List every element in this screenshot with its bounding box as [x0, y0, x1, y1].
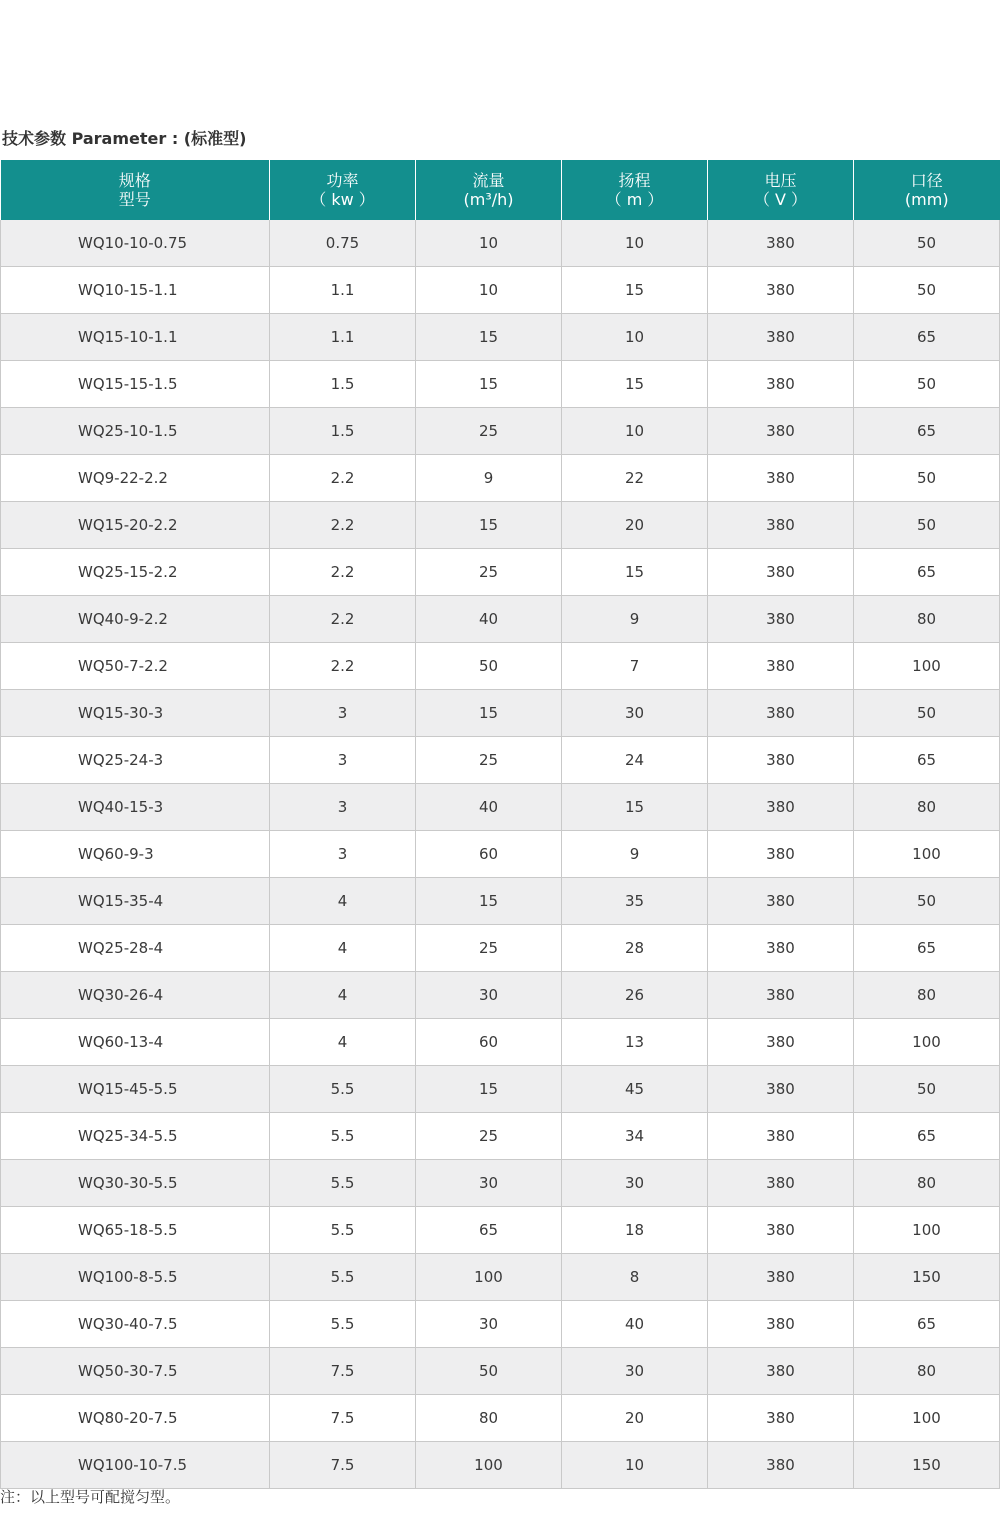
cell-flow: 60 — [416, 831, 562, 878]
cell-voltage: 380 — [708, 1301, 854, 1348]
cell-flow: 15 — [416, 690, 562, 737]
cell-voltage: 380 — [708, 690, 854, 737]
cell-model: WQ15-15-1.5 — [1, 361, 270, 408]
header-head-line2: （ m ） — [605, 190, 664, 209]
cell-flow: 40 — [416, 596, 562, 643]
cell-model: WQ9-22-2.2 — [1, 455, 270, 502]
cell-power: 1.1 — [270, 267, 416, 314]
cell-model: WQ15-35-4 — [1, 878, 270, 925]
cell-head: 13 — [562, 1019, 708, 1066]
table-row — [1, 502, 1000, 549]
cell-diameter: 50 — [854, 220, 1000, 267]
cell-head: 10 — [562, 314, 708, 361]
header-flow — [416, 160, 562, 220]
cell-flow: 15 — [416, 314, 562, 361]
table-row — [1, 1301, 1000, 1348]
cell-power: 4 — [270, 878, 416, 925]
cell-flow: 15 — [416, 361, 562, 408]
cell-diameter: 100 — [854, 1395, 1000, 1442]
table-row — [1, 1066, 1000, 1113]
cell-power: 7.5 — [270, 1348, 416, 1395]
cell-power: 2.2 — [270, 596, 416, 643]
table-header — [1, 160, 1000, 220]
cell-flow: 60 — [416, 1019, 562, 1066]
cell-voltage: 380 — [708, 1019, 854, 1066]
cell-power: 2.2 — [270, 643, 416, 690]
table-row — [1, 1348, 1000, 1395]
cell-voltage: 380 — [708, 267, 854, 314]
cell-diameter: 80 — [854, 596, 1000, 643]
cell-power: 3 — [270, 690, 416, 737]
footnote: 注：以上型号可配搅匀型。 — [0, 1488, 181, 1506]
cell-model: WQ10-15-1.1 — [1, 267, 270, 314]
cell-model: WQ65-18-5.5 — [1, 1207, 270, 1254]
cell-diameter: 80 — [854, 1348, 1000, 1395]
table-row — [1, 1254, 1000, 1301]
cell-voltage: 380 — [708, 972, 854, 1019]
cell-head: 34 — [562, 1113, 708, 1160]
header-voltage — [708, 160, 854, 220]
cell-power: 1.5 — [270, 361, 416, 408]
cell-diameter: 100 — [854, 831, 1000, 878]
table-row — [1, 831, 1000, 878]
cell-power: 7.5 — [270, 1442, 416, 1489]
table-row — [1, 455, 1000, 502]
cell-model: WQ30-26-4 — [1, 972, 270, 1019]
cell-flow: 30 — [416, 1160, 562, 1207]
cell-head: 40 — [562, 1301, 708, 1348]
cell-head: 18 — [562, 1207, 708, 1254]
table-body — [1, 220, 1000, 1489]
cell-power: 5.5 — [270, 1207, 416, 1254]
cell-model: WQ40-9-2.2 — [1, 596, 270, 643]
cell-model: WQ25-28-4 — [1, 925, 270, 972]
cell-voltage: 380 — [708, 1066, 854, 1113]
cell-power: 3 — [270, 737, 416, 784]
cell-model: WQ25-15-2.2 — [1, 549, 270, 596]
table-row — [1, 643, 1000, 690]
cell-voltage: 380 — [708, 502, 854, 549]
cell-flow: 9 — [416, 455, 562, 502]
cell-head: 28 — [562, 925, 708, 972]
table-row — [1, 267, 1000, 314]
cell-model: WQ40-15-3 — [1, 784, 270, 831]
cell-model: WQ25-24-3 — [1, 737, 270, 784]
cell-head: 30 — [562, 1348, 708, 1395]
cell-flow: 100 — [416, 1442, 562, 1489]
cell-flow: 25 — [416, 1113, 562, 1160]
cell-power: 3 — [270, 784, 416, 831]
header-diameter-line1: 口径 — [910, 171, 943, 190]
cell-power: 5.5 — [270, 1301, 416, 1348]
cell-model: WQ30-30-5.5 — [1, 1160, 270, 1207]
cell-head: 10 — [562, 1442, 708, 1489]
cell-power: 5.5 — [270, 1113, 416, 1160]
table-row — [1, 1395, 1000, 1442]
table-row — [1, 737, 1000, 784]
cell-power: 0.75 — [270, 220, 416, 267]
cell-voltage: 380 — [708, 1395, 854, 1442]
cell-model: WQ15-10-1.1 — [1, 314, 270, 361]
cell-diameter: 65 — [854, 549, 1000, 596]
table-row — [1, 361, 1000, 408]
cell-voltage: 380 — [708, 878, 854, 925]
table-row — [1, 549, 1000, 596]
cell-voltage: 380 — [708, 1442, 854, 1489]
cell-diameter: 50 — [854, 455, 1000, 502]
cell-flow: 30 — [416, 972, 562, 1019]
cell-flow: 30 — [416, 1301, 562, 1348]
cell-diameter: 65 — [854, 925, 1000, 972]
cell-diameter: 65 — [854, 1301, 1000, 1348]
cell-voltage: 380 — [708, 314, 854, 361]
cell-head: 20 — [562, 502, 708, 549]
cell-head: 15 — [562, 549, 708, 596]
cell-voltage: 380 — [708, 1254, 854, 1301]
cell-flow: 25 — [416, 549, 562, 596]
cell-flow: 10 — [416, 267, 562, 314]
cell-diameter: 50 — [854, 267, 1000, 314]
table-row — [1, 1442, 1000, 1489]
cell-power: 4 — [270, 1019, 416, 1066]
table-row — [1, 1207, 1000, 1254]
cell-diameter: 65 — [854, 737, 1000, 784]
table-row — [1, 596, 1000, 643]
header-power-line2: （ kw ） — [310, 190, 375, 209]
header-flow-line1: 流量 — [472, 171, 505, 190]
header-model-line2: 型号 — [118, 190, 151, 209]
cell-power: 7.5 — [270, 1395, 416, 1442]
cell-flow: 15 — [416, 1066, 562, 1113]
cell-flow: 100 — [416, 1254, 562, 1301]
cell-model: WQ100-8-5.5 — [1, 1254, 270, 1301]
cell-power: 1.1 — [270, 314, 416, 361]
header-voltage-line2: （ V ） — [753, 190, 808, 209]
cell-head: 15 — [562, 784, 708, 831]
cell-flow: 50 — [416, 1348, 562, 1395]
cell-diameter: 50 — [854, 878, 1000, 925]
table-row — [1, 690, 1000, 737]
header-flow-line2: (m³/h) — [463, 190, 514, 209]
cell-model: WQ15-30-3 — [1, 690, 270, 737]
cell-model: WQ25-10-1.5 — [1, 408, 270, 455]
cell-model: WQ25-34-5.5 — [1, 1113, 270, 1160]
cell-power: 2.2 — [270, 455, 416, 502]
table-row — [1, 220, 1000, 267]
cell-voltage: 380 — [708, 925, 854, 972]
header-row — [1, 160, 1000, 220]
table-row — [1, 1160, 1000, 1207]
cell-head: 8 — [562, 1254, 708, 1301]
cell-power: 3 — [270, 831, 416, 878]
cell-flow: 15 — [416, 878, 562, 925]
cell-diameter: 50 — [854, 1066, 1000, 1113]
header-model — [1, 160, 270, 220]
cell-voltage: 380 — [708, 596, 854, 643]
cell-power: 5.5 — [270, 1254, 416, 1301]
cell-diameter: 50 — [854, 690, 1000, 737]
cell-voltage: 380 — [708, 549, 854, 596]
cell-model: WQ60-9-3 — [1, 831, 270, 878]
cell-voltage: 380 — [708, 1348, 854, 1395]
cell-head: 26 — [562, 972, 708, 1019]
cell-diameter: 80 — [854, 784, 1000, 831]
cell-diameter: 80 — [854, 1160, 1000, 1207]
header-model-line1: 规格 — [118, 171, 151, 190]
cell-head: 20 — [562, 1395, 708, 1442]
cell-head: 9 — [562, 831, 708, 878]
cell-head: 30 — [562, 1160, 708, 1207]
cell-flow: 15 — [416, 502, 562, 549]
cell-model: WQ100-10-7.5 — [1, 1442, 270, 1489]
cell-model: WQ30-40-7.5 — [1, 1301, 270, 1348]
cell-head: 15 — [562, 267, 708, 314]
header-diameter-line2: (mm) — [904, 190, 949, 209]
cell-voltage: 380 — [708, 784, 854, 831]
cell-flow: 50 — [416, 643, 562, 690]
table-row — [1, 314, 1000, 361]
cell-flow: 10 — [416, 220, 562, 267]
cell-voltage: 380 — [708, 643, 854, 690]
table-row — [1, 878, 1000, 925]
cell-voltage: 380 — [708, 1113, 854, 1160]
header-power — [270, 160, 416, 220]
cell-voltage: 380 — [708, 831, 854, 878]
cell-head: 10 — [562, 220, 708, 267]
cell-voltage: 380 — [708, 1207, 854, 1254]
cell-power: 4 — [270, 972, 416, 1019]
cell-head: 22 — [562, 455, 708, 502]
cell-head: 7 — [562, 643, 708, 690]
cell-diameter: 65 — [854, 1113, 1000, 1160]
cell-flow: 65 — [416, 1207, 562, 1254]
table-row — [1, 408, 1000, 455]
cell-model: WQ10-10-0.75 — [1, 220, 270, 267]
cell-diameter: 100 — [854, 1019, 1000, 1066]
cell-power: 5.5 — [270, 1066, 416, 1113]
cell-voltage: 380 — [708, 455, 854, 502]
cell-model: WQ50-7-2.2 — [1, 643, 270, 690]
cell-diameter: 80 — [854, 972, 1000, 1019]
table-row — [1, 925, 1000, 972]
table-row — [1, 784, 1000, 831]
cell-head: 45 — [562, 1066, 708, 1113]
cell-flow: 80 — [416, 1395, 562, 1442]
cell-voltage: 380 — [708, 1160, 854, 1207]
header-head-line1: 扬程 — [618, 171, 651, 190]
cell-diameter: 150 — [854, 1442, 1000, 1489]
cell-head: 30 — [562, 690, 708, 737]
cell-diameter: 150 — [854, 1254, 1000, 1301]
cell-flow: 25 — [416, 925, 562, 972]
header-voltage-line1: 电压 — [764, 171, 797, 190]
cell-diameter: 65 — [854, 314, 1000, 361]
table-row — [1, 1113, 1000, 1160]
cell-diameter: 65 — [854, 408, 1000, 455]
cell-diameter: 50 — [854, 361, 1000, 408]
cell-diameter: 50 — [854, 502, 1000, 549]
cell-power: 4 — [270, 925, 416, 972]
cell-flow: 25 — [416, 408, 562, 455]
cell-head: 35 — [562, 878, 708, 925]
cell-voltage: 380 — [708, 220, 854, 267]
page-title: 技术参数 Parameter : (标准型) — [2, 129, 247, 148]
header-diameter — [854, 160, 1000, 220]
cell-head: 9 — [562, 596, 708, 643]
header-power-line1: 功率 — [326, 171, 359, 190]
table-row — [1, 972, 1000, 1019]
cell-diameter: 100 — [854, 643, 1000, 690]
cell-model: WQ50-30-7.5 — [1, 1348, 270, 1395]
cell-voltage: 380 — [708, 408, 854, 455]
cell-model: WQ15-45-5.5 — [1, 1066, 270, 1113]
cell-power: 1.5 — [270, 408, 416, 455]
cell-head: 24 — [562, 737, 708, 784]
cell-power: 5.5 — [270, 1160, 416, 1207]
table-row — [1, 1019, 1000, 1066]
cell-flow: 40 — [416, 784, 562, 831]
cell-head: 10 — [562, 408, 708, 455]
cell-voltage: 380 — [708, 361, 854, 408]
cell-model: WQ60-13-4 — [1, 1019, 270, 1066]
cell-model: WQ15-20-2.2 — [1, 502, 270, 549]
cell-model: WQ80-20-7.5 — [1, 1395, 270, 1442]
cell-diameter: 100 — [854, 1207, 1000, 1254]
cell-voltage: 380 — [708, 737, 854, 784]
cell-power: 2.2 — [270, 549, 416, 596]
parameter-table — [0, 160, 1000, 1489]
header-head — [562, 160, 708, 220]
cell-power: 2.2 — [270, 502, 416, 549]
cell-head: 15 — [562, 361, 708, 408]
cell-flow: 25 — [416, 737, 562, 784]
